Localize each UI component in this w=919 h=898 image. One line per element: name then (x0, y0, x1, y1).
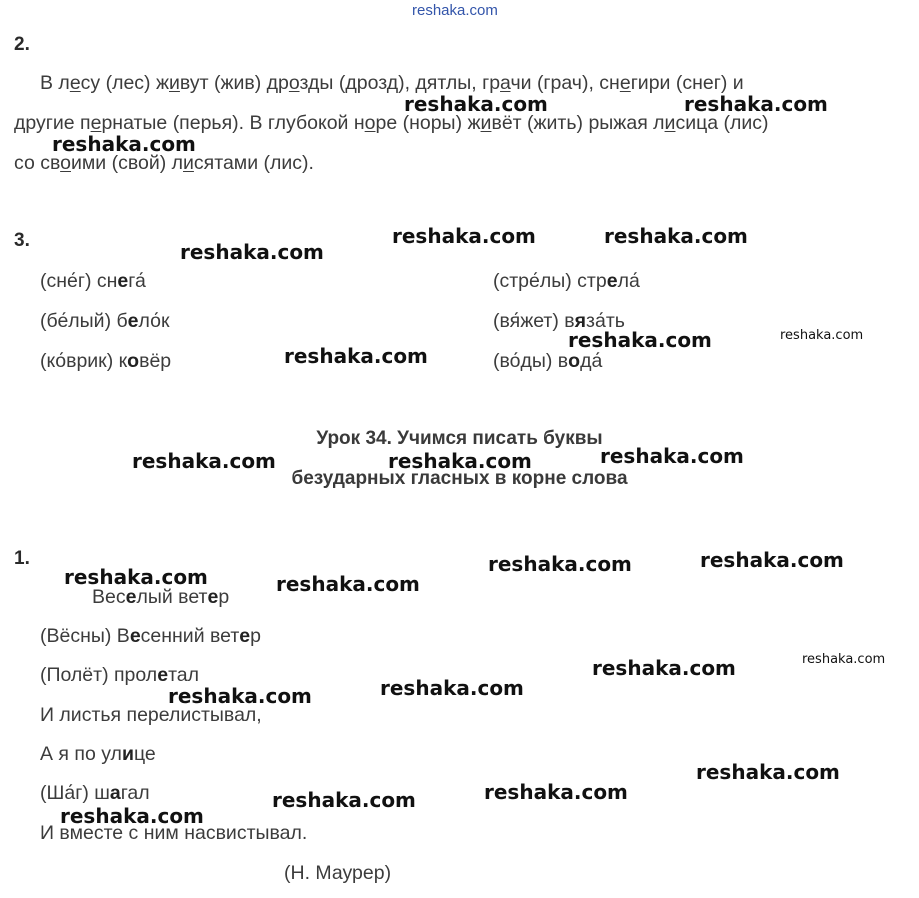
watermark: reshaka.com (484, 780, 628, 804)
watermark-top: reshaka.com (412, 2, 498, 19)
task3-right-3: (во́ды) вода́ (493, 350, 603, 372)
watermark: reshaka.com (60, 804, 204, 828)
watermark: reshaka.com (180, 240, 324, 264)
watermark: reshaka.com (592, 656, 736, 680)
watermark: reshaka.com (696, 760, 840, 784)
poem-line-5: А я по улице (40, 743, 156, 765)
watermark: reshaka.com (780, 328, 864, 343)
watermark: reshaka.com (600, 444, 744, 468)
task3-right-2: (вя́жет) вяза́ть (493, 310, 625, 332)
watermark: reshaka.com (276, 572, 420, 596)
poem-line-3: (Полёт) пролетал (40, 664, 199, 686)
watermark: reshaka.com (488, 552, 632, 576)
lesson-title-line1: Урок 34. Учимся писать буквы (316, 428, 603, 449)
watermark: reshaka.com (802, 652, 886, 667)
watermark: reshaka.com (700, 548, 844, 572)
watermark: reshaka.com (168, 684, 312, 708)
watermark: reshaka.com (684, 92, 828, 116)
watermark: reshaka.com (284, 344, 428, 368)
task3-left-3: (ко́врик) ковёр (40, 350, 172, 372)
poem-line-7: И вместе с ним насвистывал. (40, 822, 308, 844)
watermark: reshaka.com (64, 565, 208, 589)
poem-line-1: Веселый ветер (92, 586, 230, 608)
poem-line-2: (Вёсны) Весенний ветер (40, 625, 261, 647)
task2-number: 2. (14, 34, 30, 55)
watermark: reshaka.com (380, 676, 524, 700)
task1-number: 1. (14, 548, 30, 569)
watermark: reshaka.com (52, 132, 196, 156)
watermark: reshaka.com (404, 92, 548, 116)
poem-line-6: (Ша́г) шагал (40, 782, 150, 804)
lesson-title-line2: безударных гласных в корне слова (291, 468, 628, 489)
task3-right-1: (стре́лы) стрела́ (493, 270, 640, 292)
watermark: reshaka.com (392, 224, 536, 248)
poem-author: (Н. Маурер) (284, 862, 392, 884)
task2-line1: В лесу (лес) живут (жив) дрозды (дрозд), дятлы, грачи (грач), снегири (снег) и (40, 72, 744, 94)
task2-line2: другие пернатые (перья). В глубокой норе (норы) живёт (жить) рыжая лисица (лис) (14, 112, 769, 134)
task3-left-1: (сне́г) снега́ (40, 270, 146, 292)
watermark: reshaka.com (132, 449, 276, 473)
task2-line3: со своими (свой) лисятами (лис). (14, 152, 314, 174)
watermark: reshaka.com (568, 328, 712, 352)
watermark: reshaka.com (604, 224, 748, 248)
task3-number: 3. (14, 230, 30, 251)
watermark: reshaka.com (388, 449, 532, 473)
poem-line-4: И листья перелистывал, (40, 704, 262, 726)
task3-left-2: (бе́лый) бело́к (40, 310, 170, 332)
watermark: reshaka.com (272, 788, 416, 812)
